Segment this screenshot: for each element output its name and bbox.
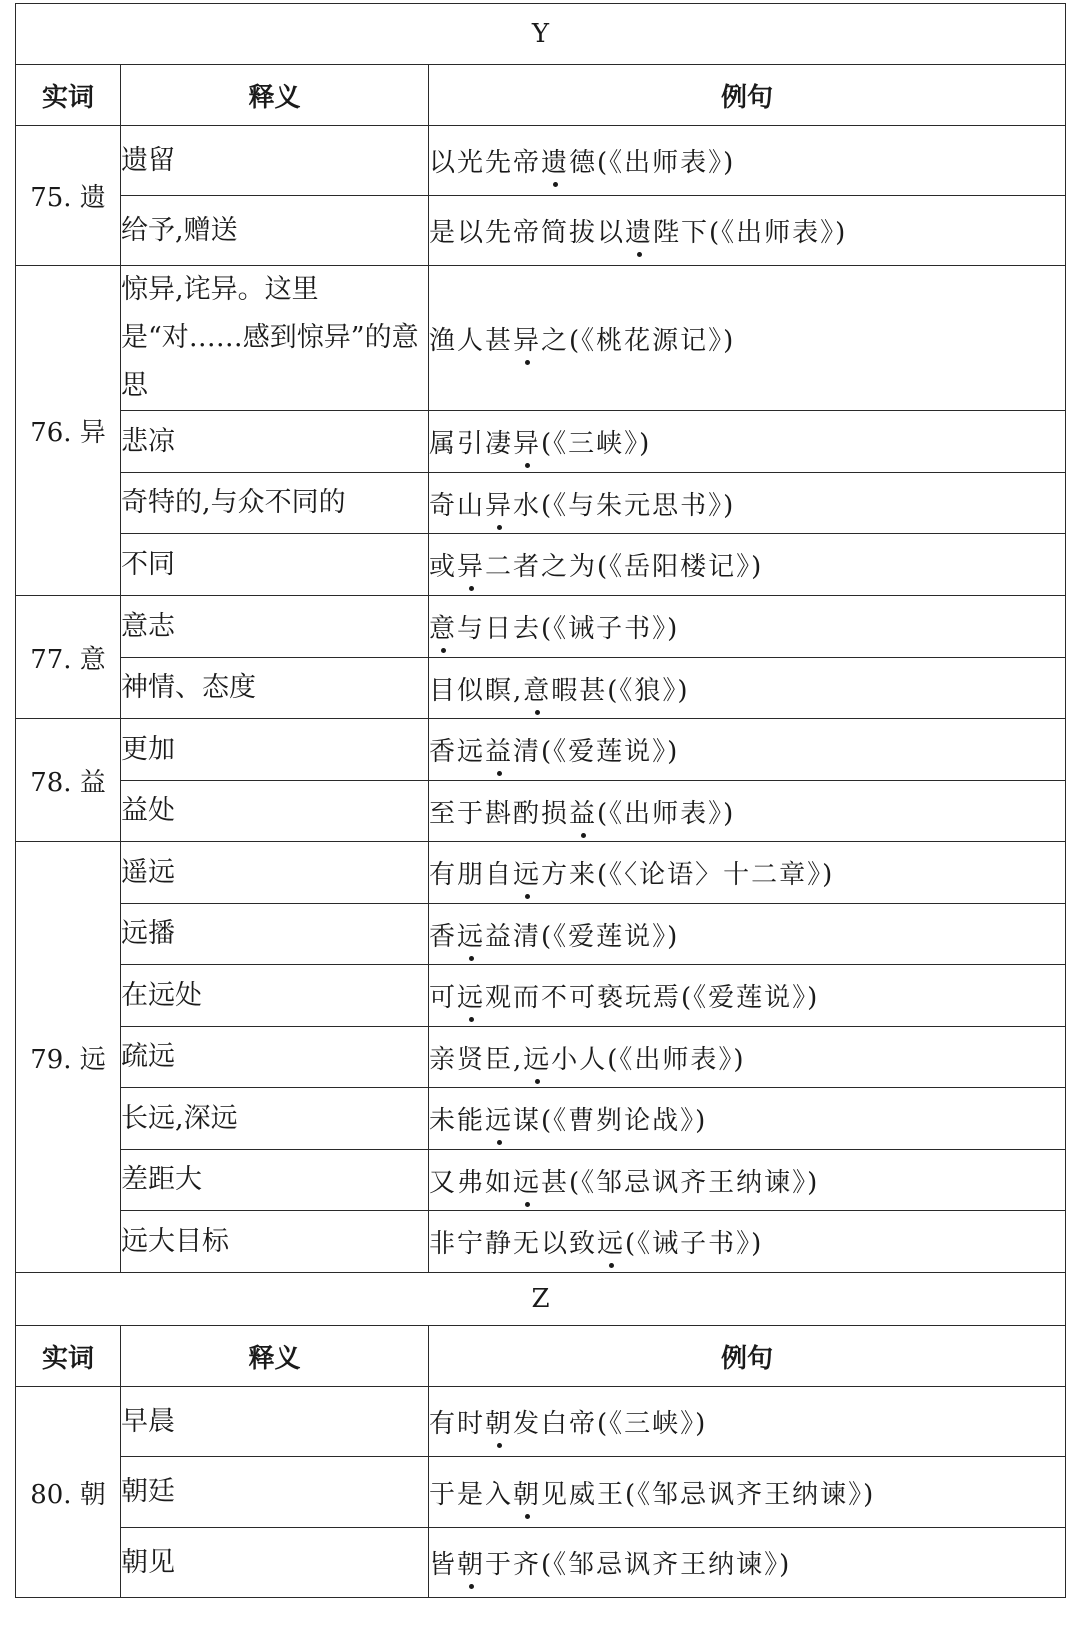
- table-row: [16, 1211, 1066, 1273]
- meaning-cell: 远播: [121, 904, 429, 965]
- vocab-table: [15, 3, 1066, 1598]
- table-row: [16, 1088, 1066, 1150]
- table-row: [16, 1150, 1066, 1211]
- example-cell: [429, 411, 1066, 473]
- example-keyword: 远: [513, 860, 542, 890]
- meaning-cell: 朝见: [121, 1528, 429, 1598]
- example-after: 之(《桃花源记》): [541, 325, 736, 356]
- meaning-cell: 远大目标: [121, 1211, 429, 1273]
- example-before: 目似瞑,: [429, 675, 524, 706]
- example-after: 暇甚(《狼》): [551, 675, 690, 706]
- table-row: [16, 534, 1066, 596]
- example-cell: [429, 1027, 1066, 1088]
- table-row: [16, 1387, 1066, 1457]
- example-after: 小人(《出师表》): [551, 1044, 746, 1075]
- meaning-cell: 长远,深远: [121, 1088, 429, 1150]
- meaning-cell: 悲凉: [121, 411, 429, 473]
- example-cell: [429, 658, 1066, 719]
- example-cell: [429, 1528, 1066, 1598]
- section-letter: Z: [16, 1273, 1066, 1326]
- meaning-cell: 不同: [121, 534, 429, 596]
- example-keyword: 遗: [625, 218, 654, 248]
- example-after: (《三峡》): [541, 429, 652, 459]
- example-keyword: 远: [457, 983, 486, 1013]
- example-cell: [429, 719, 1066, 781]
- example-cell: [429, 842, 1066, 904]
- example-before: 至于斟酌损: [429, 798, 570, 829]
- example-after: 与日去(《诫子书》): [457, 614, 680, 644]
- table-row: [16, 596, 1066, 658]
- table-row: [16, 1027, 1066, 1088]
- example-keyword: 远: [513, 1167, 542, 1198]
- example-before: 香: [429, 921, 458, 952]
- example-keyword: 远: [457, 921, 486, 952]
- headword: 79. 远: [16, 842, 121, 1273]
- example-before: 或: [429, 552, 458, 582]
- meaning-cell: 奇特的,与众不同的: [121, 473, 429, 534]
- example-after: (《出师表》): [597, 798, 736, 829]
- meaning-cell: 更加: [121, 719, 429, 781]
- example-cell: [429, 1150, 1066, 1211]
- headword: 77. 意: [16, 596, 121, 719]
- meaning-cell: 遗留: [121, 126, 429, 196]
- example-after: 发白帝(《三峡》): [513, 1409, 708, 1439]
- example-keyword: 朝: [513, 1479, 542, 1510]
- example-after: 二者之为(《岳阳楼记》): [485, 552, 764, 582]
- table-row: [16, 1457, 1066, 1528]
- table-row: [16, 658, 1066, 719]
- example-before: 渔人甚: [429, 325, 514, 356]
- example-after: 德(《出师表》): [569, 148, 736, 178]
- example-after: 观而不可亵玩焉(《爱莲说》): [485, 983, 820, 1013]
- example-cell: [429, 1211, 1066, 1273]
- example-keyword: 益: [569, 798, 598, 829]
- example-before: 是以先帝简拔以: [429, 218, 626, 248]
- table-row: [16, 266, 1066, 411]
- section-letter: Y: [16, 4, 1066, 65]
- example-keyword: 远: [523, 1044, 552, 1075]
- table-row: [16, 842, 1066, 904]
- example-keyword: 遗: [541, 148, 570, 178]
- example-cell: [429, 1457, 1066, 1528]
- example-keyword: 意: [429, 614, 458, 644]
- example-keyword: 远: [485, 1106, 514, 1136]
- section-row: [16, 4, 1066, 65]
- meaning-cell: 差距大: [121, 1150, 429, 1211]
- example-keyword: 异: [513, 325, 542, 356]
- example-before: 又弗如: [429, 1167, 514, 1198]
- table-row: [16, 904, 1066, 965]
- header-meaning: 释义: [121, 1326, 429, 1387]
- header-word: 实词: [16, 1326, 121, 1387]
- example-after: 谋(《曹刿论战》): [513, 1106, 708, 1136]
- vocab-document: [15, 3, 1065, 1598]
- headword: 80. 朝: [16, 1387, 121, 1598]
- example-keyword: 异: [457, 552, 486, 582]
- example-cell: [429, 266, 1066, 411]
- headword: 75. 遗: [16, 126, 121, 266]
- headword: 78. 益: [16, 719, 121, 842]
- meaning-cell: 意志: [121, 596, 429, 658]
- example-keyword: 朝: [457, 1550, 486, 1580]
- meaning-cell: 神情、态度: [121, 658, 429, 719]
- example-before: 于是入: [429, 1479, 514, 1510]
- section-row: [16, 1273, 1066, 1326]
- example-before: 以光先帝: [429, 148, 542, 178]
- meaning-cell: 遥远: [121, 842, 429, 904]
- table-row: [16, 719, 1066, 781]
- example-cell: [429, 965, 1066, 1027]
- example-cell: [429, 126, 1066, 196]
- example-keyword: 益: [485, 737, 514, 767]
- meaning-cell: 益处: [121, 781, 429, 842]
- table-row: [16, 473, 1066, 534]
- table-row: [16, 965, 1066, 1027]
- example-before: 皆: [429, 1550, 458, 1580]
- header-example: 例句: [429, 1326, 1066, 1387]
- example-before: 可: [429, 983, 458, 1013]
- example-cell: [429, 1387, 1066, 1457]
- example-before: 有朋自: [429, 860, 514, 890]
- table-row: [16, 411, 1066, 473]
- meaning-cell: 朝廷: [121, 1457, 429, 1528]
- meaning-cell: 在远处: [121, 965, 429, 1027]
- example-keyword: 异: [485, 490, 514, 521]
- example-after: 见威王(《邹忌讽齐王纳谏》): [541, 1479, 876, 1510]
- example-cell: [429, 781, 1066, 842]
- table-row: [16, 196, 1066, 266]
- example-before: 未能: [429, 1106, 486, 1136]
- example-after: 甚(《邹忌讽齐王纳谏》): [541, 1167, 820, 1198]
- example-before: 亲贤臣,: [429, 1044, 524, 1075]
- example-before: 有时: [429, 1409, 486, 1439]
- example-before: 香远: [429, 737, 486, 767]
- example-after: 益清(《爱莲说》): [485, 921, 680, 952]
- example-keyword: 异: [513, 429, 542, 459]
- meaning-cell: 给予,赠送: [121, 196, 429, 266]
- example-after: 方来(《〈论语〉十二章》): [541, 860, 835, 890]
- header-meaning: 释义: [121, 65, 429, 126]
- header-example: 例句: [429, 65, 1066, 126]
- headword: 76. 异: [16, 266, 121, 596]
- example-before: 奇山: [429, 490, 486, 521]
- example-cell: [429, 1088, 1066, 1150]
- header-word: 实词: [16, 65, 121, 126]
- meaning-cell: 早晨: [121, 1387, 429, 1457]
- example-keyword: 朝: [485, 1409, 514, 1439]
- header-row: [16, 65, 1066, 126]
- meaning-cell: 疏远: [121, 1027, 429, 1088]
- example-before: 属引凄: [429, 429, 514, 459]
- example-after: 陛下(《出师表》): [653, 218, 848, 248]
- table-row: [16, 1528, 1066, 1598]
- example-cell: [429, 534, 1066, 596]
- example-keyword: 远: [597, 1229, 626, 1259]
- example-after: (《诫子书》): [625, 1229, 764, 1259]
- example-before: 非宁静无以致: [429, 1229, 598, 1259]
- meaning-cell: 惊异,诧异。这里是“对……感到惊异”的意思: [121, 266, 429, 411]
- example-after: 水(《与朱元思书》): [513, 490, 736, 521]
- example-cell: [429, 196, 1066, 266]
- example-after: 于齐(《邹忌讽齐王纳谏》): [485, 1550, 792, 1580]
- example-cell: [429, 473, 1066, 534]
- table-row: [16, 126, 1066, 196]
- example-after: 清(《爱莲说》): [513, 737, 680, 767]
- table-row: [16, 781, 1066, 842]
- example-cell: [429, 596, 1066, 658]
- example-cell: [429, 904, 1066, 965]
- header-row: [16, 1326, 1066, 1387]
- example-keyword: 意: [523, 675, 552, 706]
